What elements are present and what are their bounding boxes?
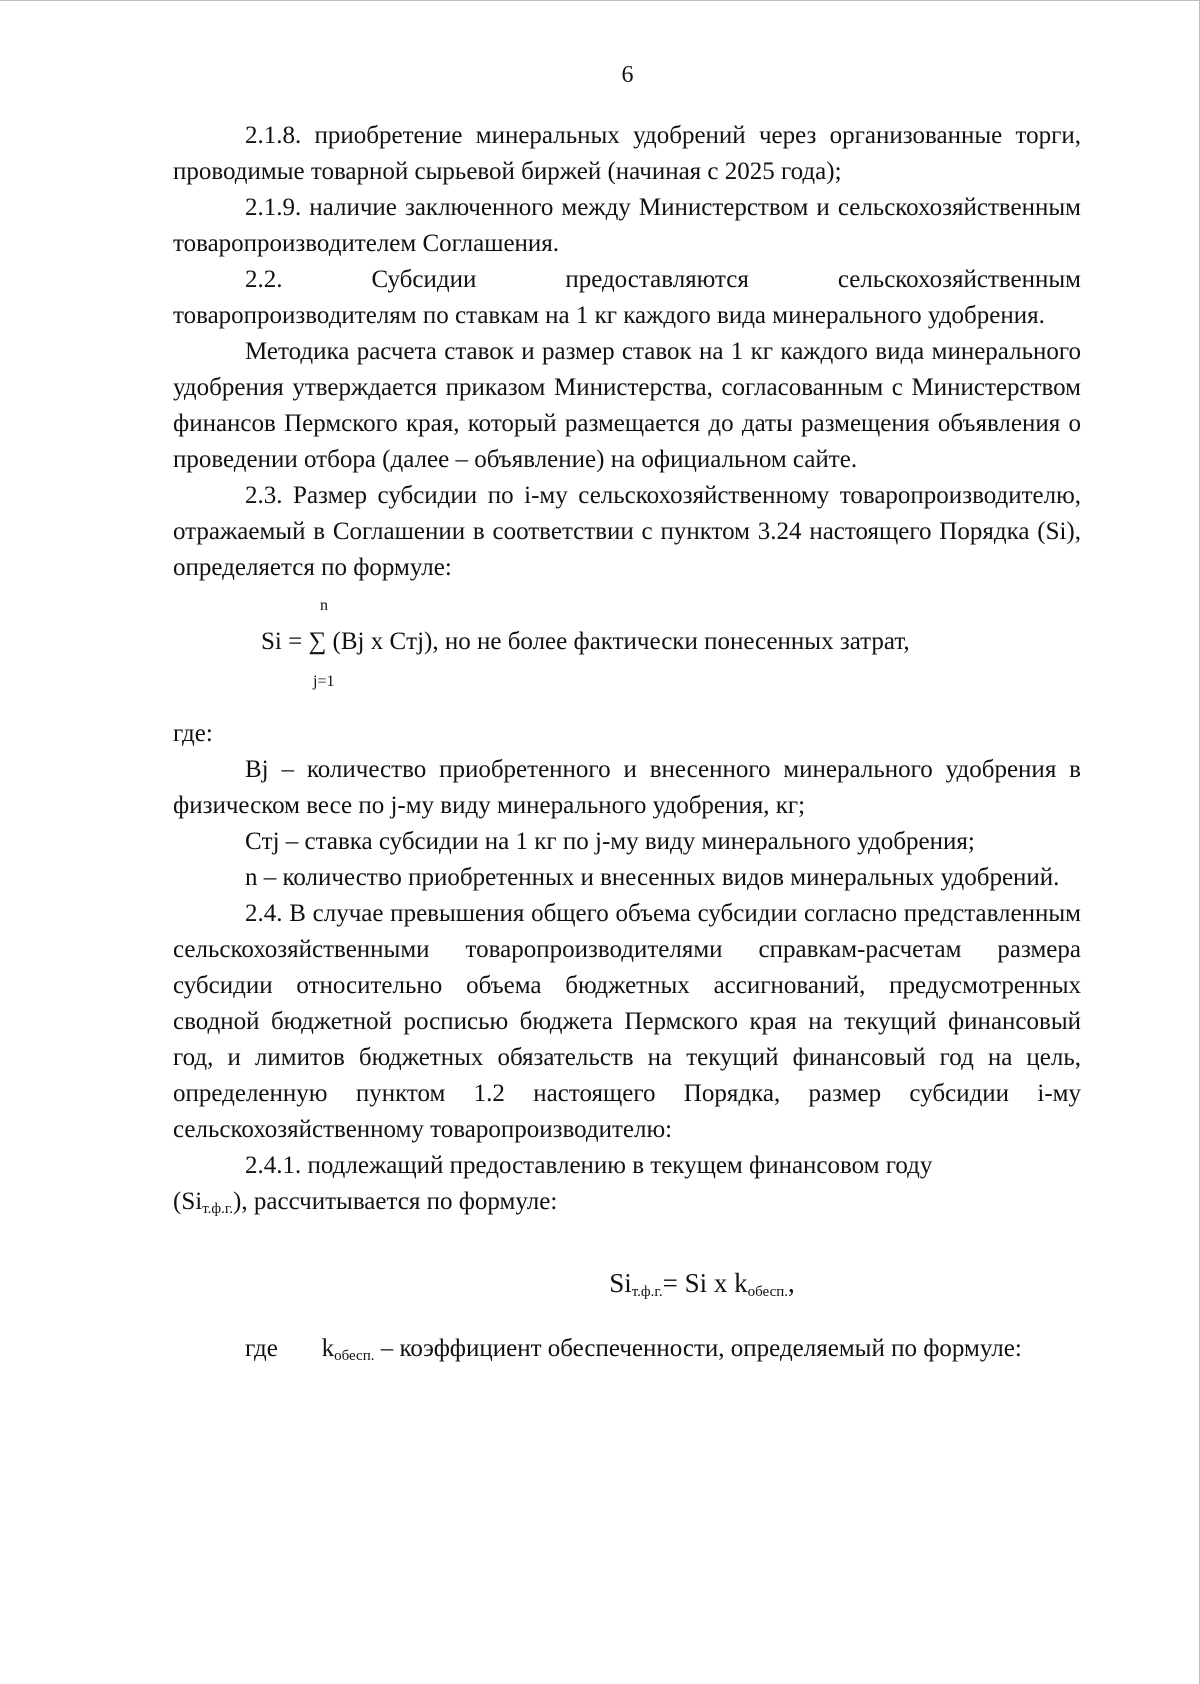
formula2-k-subscript: обесп. bbox=[747, 1284, 789, 1300]
paragraph-2-1-9: 2.1.9. наличие заключенного между Министерством и сельскохозяйственным товаропроизводителем Соглашения. bbox=[173, 194, 1081, 257]
formula2-eq: = Si x k bbox=[662, 1268, 748, 1298]
k-subscript: обесп. bbox=[334, 1348, 375, 1364]
k-where: где bbox=[245, 1335, 278, 1362]
formula2-tail: , bbox=[788, 1268, 795, 1298]
page-number: 6 bbox=[621, 62, 634, 88]
formula2-si: Si bbox=[609, 1268, 632, 1298]
definition-ctj: Cтj – ставка субсидии на 1 кг по j-му виду минерального удобрения; bbox=[245, 828, 975, 855]
paragraph-2-3: 2.3. Размер субсидии по i-му сельскохозяйственному товаропроизводителю, отражаемый в Соглашении в соответствии с пунктом 3.24 настоящего Порядка (Si), определяется по формуле: bbox=[173, 482, 1081, 581]
formula2-si-subscript: т.ф.г. bbox=[631, 1284, 663, 1300]
paragraph-2-2: 2.2. Субсидии предоставляются сельскохозяйственным товаропроизводителям по ставкам на 1 кг каждого вида минерального удобрения. bbox=[173, 266, 1081, 329]
formula-sum-expression: Si = ∑ (Bj x Cтj), но не более фактически понесенных затрат, bbox=[261, 628, 910, 655]
paragraph-2-4-1: 2.4.1. подлежащий предоставлению в текущем финансовом году bbox=[245, 1152, 933, 1179]
si-open: (Si bbox=[173, 1188, 203, 1215]
k-symbol: k bbox=[321, 1335, 335, 1362]
paragraph-methodology: Методика расчета ставок и размер ставок на 1 кг каждого вида минерального удобрения утверждается приказом Министерства, согласованным с Министерством финансов Пермского края, который размещается до даты размещения объявления о проведении отбора (далее – объявление) на официальном сайте. bbox=[173, 338, 1081, 473]
k-definition: – коэффициент обеспеченности, определяемый по формуле: bbox=[380, 1335, 1022, 1362]
formula-si-tfg bbox=[173, 1265, 1081, 1301]
where-label: где: bbox=[173, 720, 213, 747]
definition-k-obesp bbox=[173, 1331, 1081, 1367]
document-body bbox=[173, 118, 1081, 1367]
formula-sum-upper-limit: n bbox=[320, 597, 328, 614]
si-subscript: т.ф.г. bbox=[202, 1201, 234, 1217]
formula-si bbox=[173, 596, 1081, 696]
paragraph-2-1-8: 2.1.8. приобретение минеральных удобрений через организованные торги, проводимые товарной сырьевой биржей (начиная с 2025 года); bbox=[173, 122, 1081, 185]
definition-bj: Bj – количество приобретенного и внесенного минерального удобрения в физическом весе по j-му виду минерального удобрения, кг; bbox=[173, 756, 1081, 819]
paragraph-2-4: 2.4. В случае превышения общего объема субсидии согласно представленным сельскохозяйственными товаропроизводителями справкам-расчетам размера субсидии относительно объема бюджетных ассигнований, предусмотренных сводной бюджетной росписью бюджета Пермского края на текущий финансовый год, и лимитов бюджетных обязательств на текущий финансовый год на цель, определенную пунктом 1.2 настоящего Порядка, размер субсидии i-му сельскохозяйственному товаропроизводителю: bbox=[173, 900, 1081, 1143]
definition-n: n – количество приобретенных и внесенных видов минеральных удобрений. bbox=[245, 864, 1060, 891]
formula-sum-lower-limit: j=1 bbox=[313, 673, 335, 690]
si-rest: ), рассчитывается по формуле: bbox=[233, 1188, 558, 1215]
paragraph-2-4-1-continued bbox=[173, 1184, 1081, 1223]
